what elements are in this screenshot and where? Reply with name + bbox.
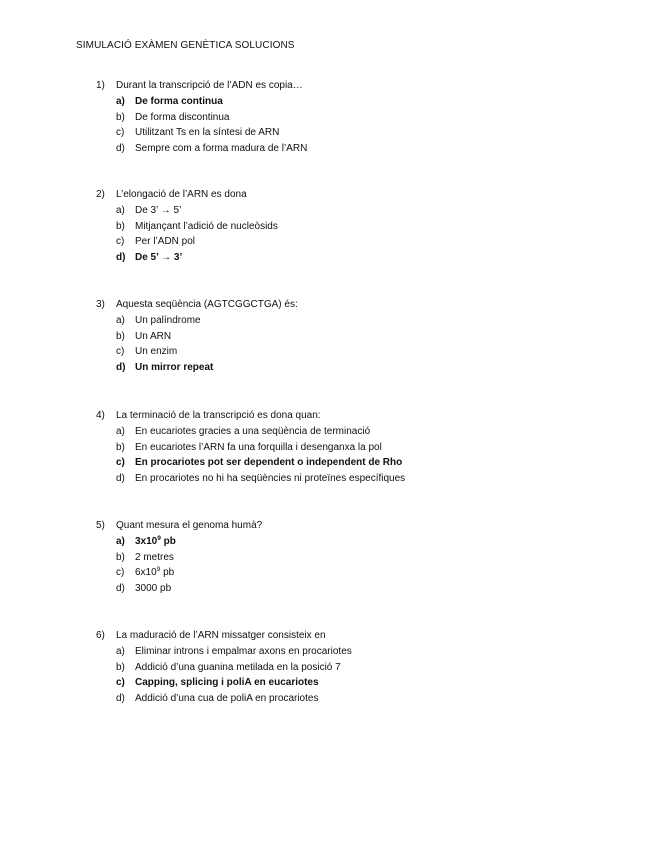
- option-letter: c): [116, 346, 125, 358]
- option-item: [96, 125, 616, 141]
- option-text: De forma continua: [135, 96, 223, 108]
- option-text: Un mirror repeat: [135, 361, 214, 373]
- question-number: 2): [96, 189, 105, 200]
- option-list: [96, 94, 616, 156]
- option-item: [96, 219, 616, 235]
- option-text: De 3’ → 5’: [135, 205, 182, 217]
- option-item-correct: [96, 675, 616, 691]
- option-item: [96, 691, 616, 707]
- option-item: [96, 581, 616, 597]
- option-item: [96, 203, 616, 219]
- option-text: Un enzim: [135, 346, 178, 358]
- option-text: 2 metres: [135, 551, 174, 563]
- option-superscript: 9: [156, 566, 161, 574]
- question-text: Aquesta seqüència (AGTCGGCTGA) és:: [116, 299, 298, 310]
- option-text: Per l’ADN pol: [135, 236, 196, 248]
- option-text: Mitjançant l’adició de nucleòsids: [135, 220, 278, 232]
- option-letter: c): [116, 236, 125, 248]
- option-letter: b): [116, 661, 125, 673]
- question-text: Durant la transcripció de l’ADN es copia…: [116, 80, 303, 91]
- option-letter: a): [116, 536, 125, 548]
- option-text: En eucariotes l’ARN fa una forquilla i desenganxa la pol: [135, 441, 382, 453]
- option-text: Un palíndrome: [135, 315, 201, 327]
- option-letter: b): [116, 441, 125, 453]
- option-text: De forma discontinua: [135, 111, 230, 123]
- option-letter: b): [116, 330, 125, 342]
- option-item: [96, 141, 616, 157]
- option-list: [96, 534, 616, 596]
- option-item: [96, 550, 616, 566]
- option-letter: d): [116, 251, 126, 263]
- option-item: [96, 471, 616, 487]
- question-text: La maduració de l’ARN missatger consisteix en: [116, 630, 326, 641]
- option-letter: a): [116, 96, 125, 108]
- option-item: [96, 110, 616, 126]
- page-title: SIMULACIÓ EXÀMEN GENÈTICA SOLUCIONS: [76, 40, 295, 51]
- option-letter: b): [116, 220, 125, 232]
- question-number: 1): [96, 80, 105, 91]
- option-item: [96, 234, 616, 250]
- question-number: 3): [96, 299, 105, 310]
- option-letter: b): [116, 551, 125, 563]
- option-list: [96, 203, 616, 265]
- option-item: [96, 329, 616, 345]
- option-letter: d): [116, 361, 126, 373]
- option-item: [96, 424, 616, 440]
- option-text: Addició d’una guanina metilada en la posició 7: [135, 661, 341, 673]
- question-5: [96, 518, 616, 596]
- question-text: Quant mesura el genoma humà?: [116, 520, 263, 531]
- question-text: L’elongació de l’ARN es dona: [116, 189, 247, 200]
- option-text: En eucariotes gracies a una seqüència de terminació: [135, 426, 371, 438]
- option-letter: d): [116, 582, 125, 594]
- option-item: [96, 344, 616, 360]
- option-item: [96, 565, 616, 581]
- question-3: [96, 297, 616, 375]
- question-4: [96, 408, 616, 486]
- option-letter: c): [116, 567, 125, 579]
- question-line: [96, 297, 616, 312]
- option-letter: b): [116, 111, 125, 123]
- question-number: 4): [96, 410, 105, 421]
- option-list: [96, 424, 616, 486]
- option-letter: c): [116, 457, 125, 469]
- option-text: De 5’ → 3’: [135, 251, 183, 263]
- option-letter: d): [116, 142, 125, 154]
- question-6: [96, 628, 616, 706]
- option-letter: c): [116, 677, 125, 689]
- option-text: En procariotes no hi ha seqüències ni proteïnes específiques: [135, 472, 406, 484]
- option-text: Capping, splicing i poliA en eucariotes: [135, 677, 319, 689]
- option-list: [96, 313, 616, 375]
- option-item: [96, 644, 616, 660]
- option-item: [96, 313, 616, 329]
- option-text: Un ARN: [135, 330, 172, 342]
- question-line: [96, 628, 616, 643]
- option-letter: a): [116, 426, 125, 438]
- option-item-correct: [96, 250, 616, 266]
- option-item-correct: [96, 94, 616, 110]
- question-line: [96, 518, 616, 533]
- option-text: Sempre com a forma madura de l’ARN: [135, 142, 308, 154]
- option-text: En procariotes pot ser dependent o independent de Rho: [135, 457, 403, 469]
- question-2: [96, 187, 616, 265]
- option-letter: c): [116, 127, 125, 139]
- option-text: 3000 pb: [135, 582, 172, 594]
- option-text: $3x10^9$ pb: [135, 535, 176, 548]
- option-letter: a): [116, 205, 125, 217]
- option-list: [96, 644, 616, 706]
- option-superscript: 9: [157, 535, 161, 543]
- question-line: [96, 78, 616, 93]
- option-text: $6x10^9$ pb: [135, 566, 175, 579]
- option-letter: d): [116, 472, 125, 484]
- question-1: [96, 78, 616, 156]
- question-number: 6): [96, 630, 105, 641]
- option-letter: d): [116, 692, 125, 704]
- option-letter: a): [116, 315, 125, 327]
- option-text: Eliminar introns i empalmar axons en procariotes: [135, 646, 352, 658]
- option-item-correct: [96, 534, 616, 550]
- option-text: Utilitzant Ts en la síntesi de ARN: [135, 127, 280, 139]
- option-letter: a): [116, 646, 125, 658]
- question-line: [96, 408, 616, 423]
- question-number: 5): [96, 520, 105, 531]
- question-text: La terminació de la transcripció es dona quan:: [116, 410, 321, 421]
- option-item-correct: [96, 455, 616, 471]
- option-text: Addició d’una cua de poliA en procariotes: [135, 692, 319, 704]
- question-line: [96, 187, 616, 202]
- option-item: [96, 440, 616, 456]
- option-item-correct: [96, 360, 616, 376]
- option-item: [96, 660, 616, 676]
